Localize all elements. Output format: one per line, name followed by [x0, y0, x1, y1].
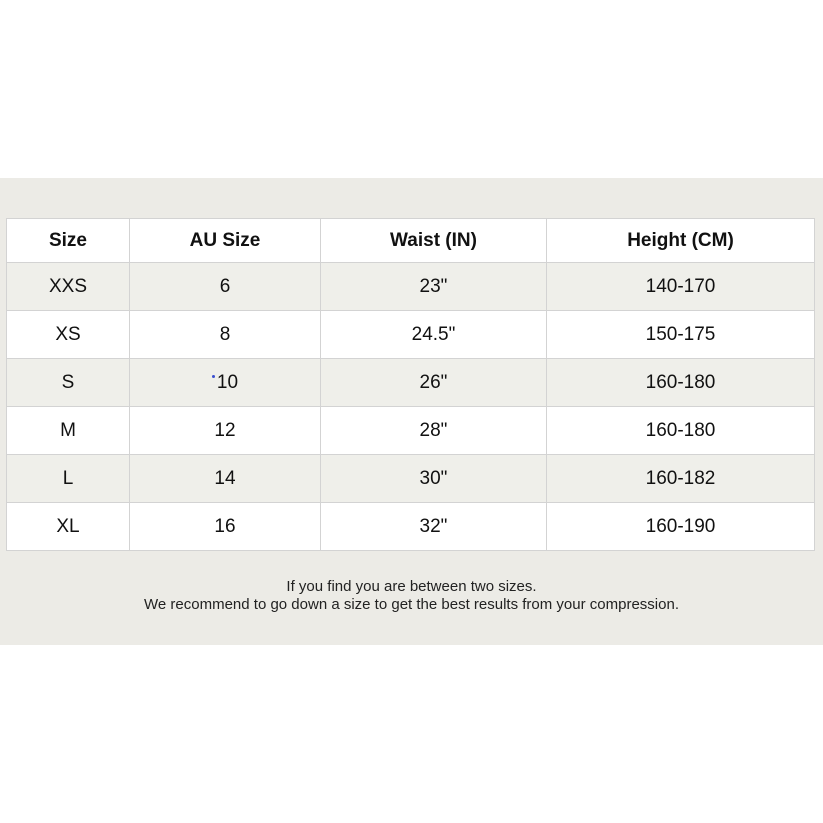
size-table — [6, 218, 815, 551]
cell-height: 160-182 — [547, 455, 815, 503]
cell-size: XL — [7, 503, 130, 551]
cell-waist: 24.5" — [321, 311, 547, 359]
stray-dot-mark — [212, 375, 215, 378]
table-row — [7, 311, 815, 359]
cell-waist: 23" — [321, 263, 547, 311]
cell-waist: 32" — [321, 503, 547, 551]
cell-au-size: 8 — [130, 311, 321, 359]
cell-height: 160-190 — [547, 503, 815, 551]
cell-size: S — [7, 359, 130, 407]
cell-au-size: 12 — [130, 407, 321, 455]
cell-size: XS — [7, 311, 130, 359]
table-row — [7, 359, 815, 407]
sizing-note-line-1: If you find you are between two sizes. — [286, 578, 537, 595]
cell-au-size: 6 — [130, 263, 321, 311]
cell-au-size: 14 — [130, 455, 321, 503]
cell-au-size: 16 — [130, 503, 321, 551]
table-row — [7, 455, 815, 503]
cell-au-size-value: 10 — [216, 371, 239, 393]
cell-waist: 28" — [321, 407, 547, 455]
cell-size: M — [7, 407, 130, 455]
cell-waist: 30" — [321, 455, 547, 503]
cell-height: 160-180 — [547, 359, 815, 407]
header-au-size: AU Size — [130, 219, 321, 263]
table-row — [7, 407, 815, 455]
header-size: Size — [7, 219, 130, 263]
sizing-note — [0, 578, 823, 614]
cell-height: 150-175 — [547, 311, 815, 359]
header-height: Height (CM) — [547, 219, 815, 263]
sizing-note-line-2: We recommend to go down a size to get the best results from your compression. — [144, 596, 679, 613]
size-chart-panel — [0, 178, 823, 645]
cell-waist: 26" — [321, 359, 547, 407]
table-row — [7, 503, 815, 551]
cell-size: XXS — [7, 263, 130, 311]
cell-height: 140-170 — [547, 263, 815, 311]
cell-height: 160-180 — [547, 407, 815, 455]
header-waist: Waist (IN) — [321, 219, 547, 263]
header-row — [7, 219, 815, 263]
cell-au-size — [130, 359, 321, 407]
table-row — [7, 263, 815, 311]
cell-size: L — [7, 455, 130, 503]
